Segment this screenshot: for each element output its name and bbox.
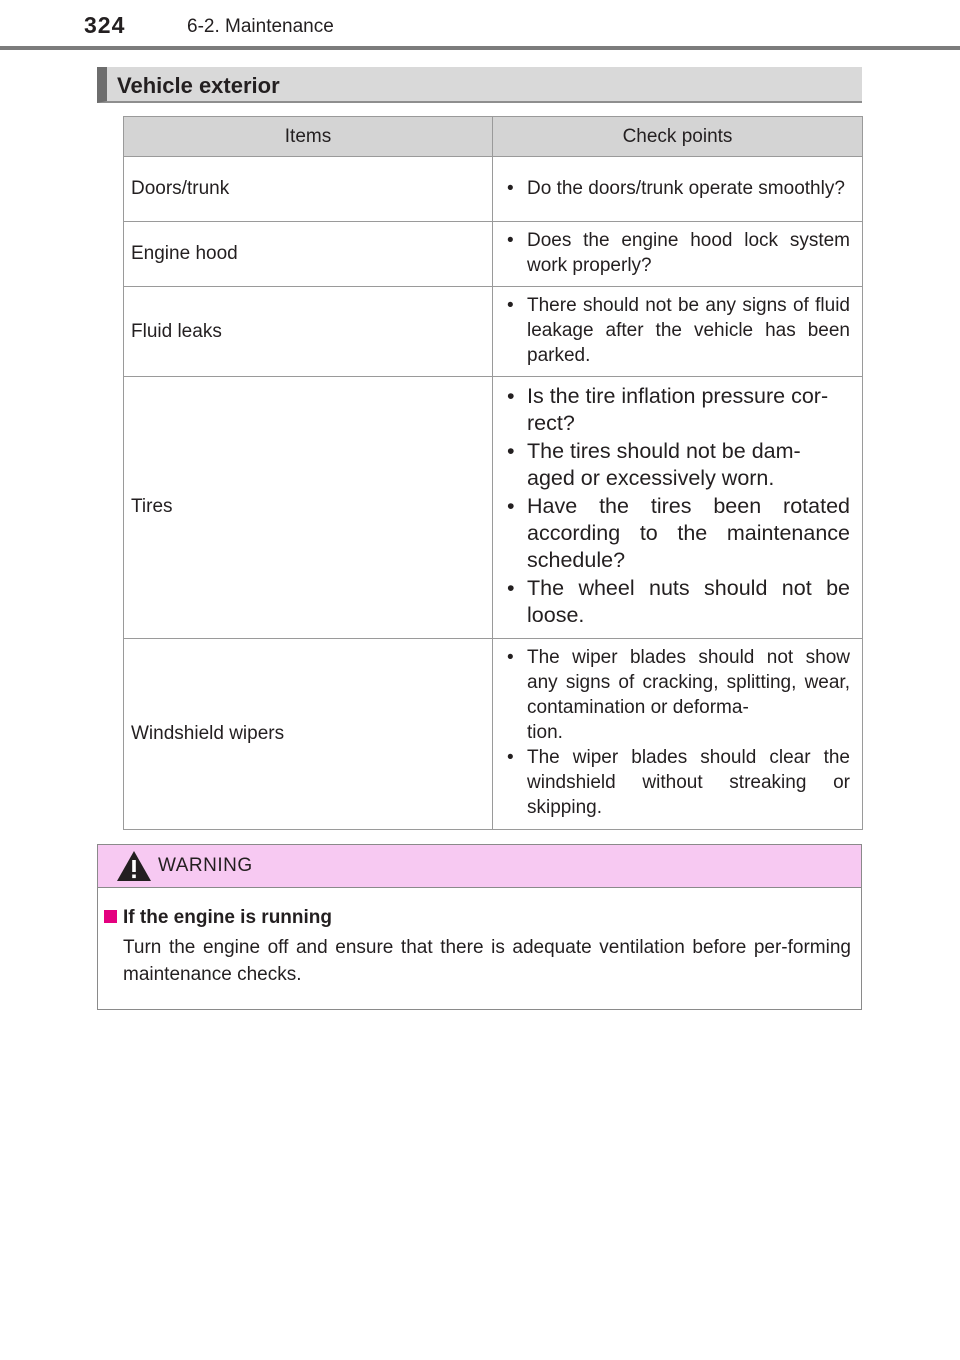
check-point [507,745,850,820]
check-point [507,645,850,745]
item-cell: Engine hood [124,222,493,287]
check-point-text: The wiper blades should not show any signs of cracking, splitting, wear, contamination or deforma- tion. [527,647,850,744]
square-bullet-icon [104,910,117,923]
check-table [123,116,863,830]
points-cell [493,638,863,829]
page-header [0,0,960,52]
points-list [507,645,850,820]
warning-label: WARNING [158,855,253,876]
column-header-check-points: Check points [493,117,863,157]
table-row [124,377,863,639]
points-list [507,228,850,278]
warning-subheading-text: If the engine is running [123,907,332,928]
section-title-bar [97,67,862,103]
check-point [507,176,850,201]
check-point-text: The tires should not be dam- aged or excessively worn. [527,438,801,491]
warning-triangle-icon [116,850,152,882]
check-point-text: There should not be any signs of fluid leakage after the vehicle has been parked. [527,295,850,366]
points-cell [493,157,863,222]
check-point [507,438,850,493]
section-title: Vehicle exterior [117,73,280,98]
warning-text: Turn the engine off and ensure that there is adequate ventilation before per-forming maintenance checks. [123,937,851,985]
points-cell [493,377,863,639]
check-point [507,575,850,630]
points-cell [493,287,863,377]
table-header-row [124,117,863,157]
check-point-text: Do the doors/trunk operate smoothly? [527,177,845,199]
column-header-items: Items [124,117,493,157]
check-point-text: Is the tire inflation pressure cor- rect? [527,384,829,436]
points-cell [493,222,863,287]
item-cell: Windshield wipers [124,638,493,829]
check-point-text: The wheel nuts should not be loose. [527,575,850,628]
warning-box [97,844,862,1010]
table-row [124,638,863,829]
check-point [507,228,850,278]
check-point [507,293,850,368]
page-number: 324 [84,12,126,38]
check-point-text: Does the engine hood lock system work properly? [527,230,850,276]
warning-header [98,845,861,888]
header-rule [0,46,960,50]
points-list [507,383,850,630]
item-cell: Fluid leaks [124,287,493,377]
check-point-text: The wiper blades should clear the windshield without streaking or skipping. [527,747,850,819]
check-point-text: Have the tires been rotated according to the maintenance schedule? [527,493,850,573]
table-row [124,157,863,222]
table-row [124,222,863,287]
check-point [507,383,850,438]
points-list [507,176,850,201]
chapter-section: 6-2. Maintenance [187,16,334,37]
check-point [507,493,850,575]
table-row [124,287,863,377]
warning-subheading [104,907,332,929]
points-list [507,293,850,368]
item-cell: Tires [124,377,493,639]
item-cell: Doors/trunk [124,157,493,222]
